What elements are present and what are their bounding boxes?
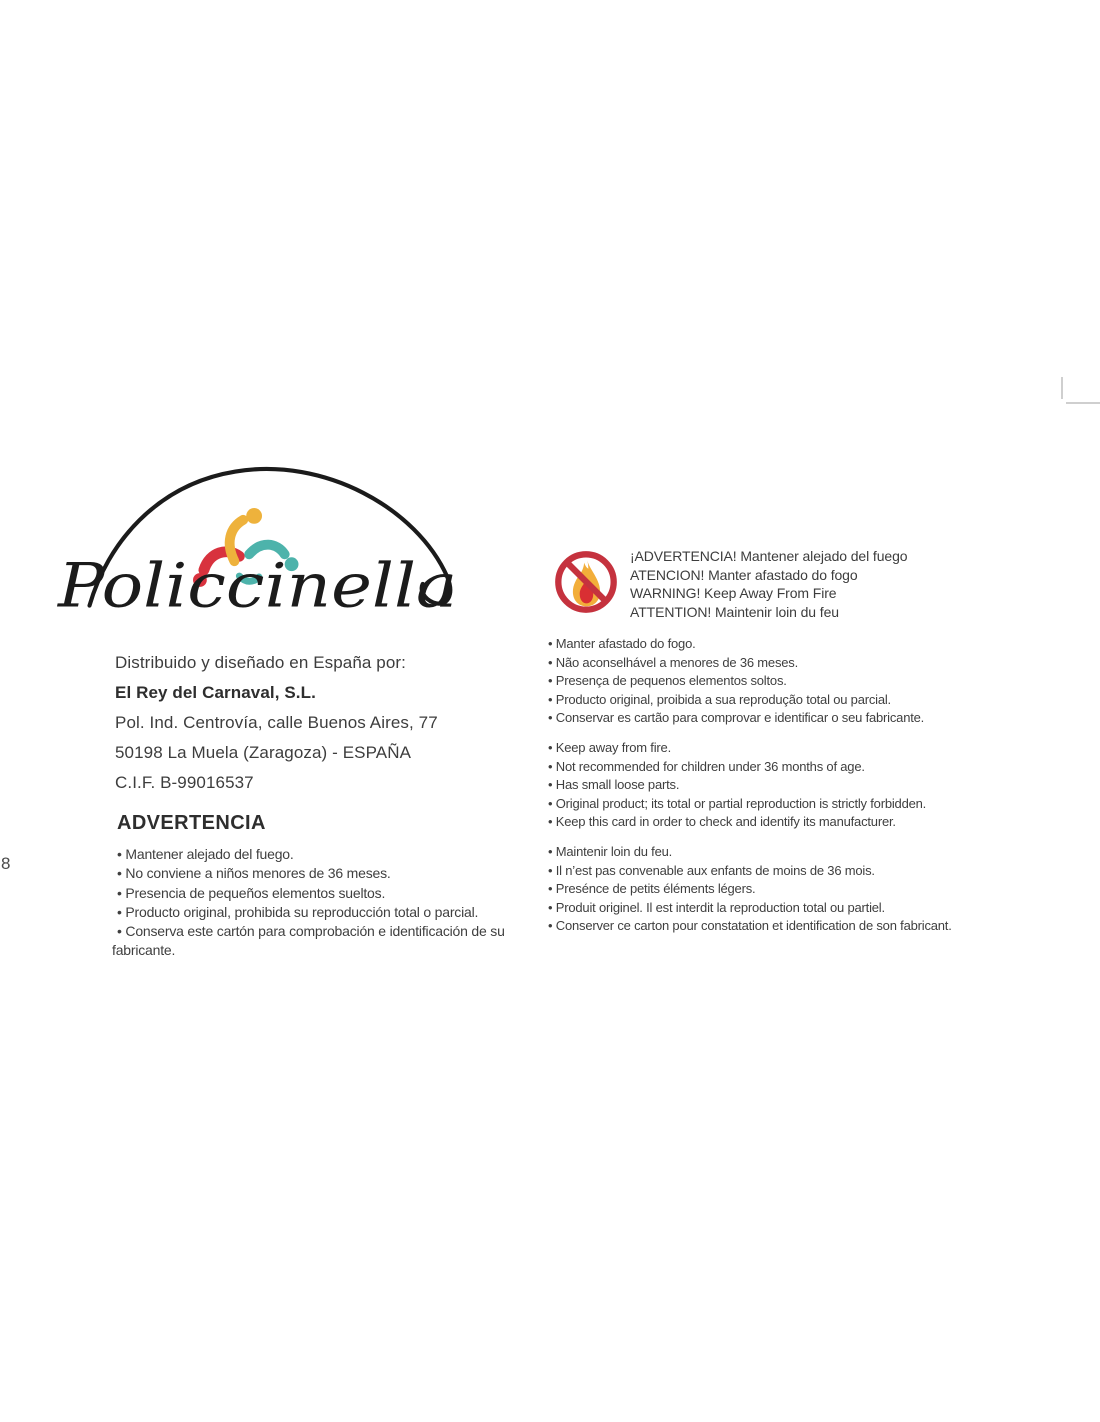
warning-pt-item: • Conservar es cartão para comprovar e identificar o seu fabricante. bbox=[536, 709, 996, 728]
warning-es-item: • Conserva este cartón para comprobación e identificación de su fabricante. bbox=[112, 922, 527, 961]
headline-pt: ATENCION! Manter afastado do fogo bbox=[630, 566, 858, 583]
warning-list-en bbox=[536, 739, 1021, 832]
headline-fr: ATTENTION! Maintenir loin du feu bbox=[630, 603, 839, 620]
policcinella-logo bbox=[56, 456, 470, 630]
warning-headline bbox=[630, 547, 907, 621]
warning-es-item: • Producto original, prohibida su reproducción total o parcial. bbox=[112, 903, 527, 922]
crop-mark-vertical bbox=[1061, 377, 1063, 399]
warning-pt-item: • Producto original, proibida a sua reprodução total ou parcial. bbox=[536, 691, 996, 710]
warning-list-pt bbox=[536, 635, 996, 728]
warning-list-es bbox=[112, 845, 527, 961]
no-fire-icon bbox=[552, 548, 620, 616]
warning-en-item: • Original product; its total or partial reproduction is strictly forbidden. bbox=[536, 795, 1021, 814]
warning-fr-item: • Maintenir loin du feu. bbox=[536, 843, 961, 862]
distributor-cif: C.I.F. B-99016537 bbox=[115, 773, 254, 792]
distributor-block bbox=[115, 648, 438, 798]
page-number: 8 bbox=[1, 854, 11, 873]
warning-es-item: • Mantener alejado del fuego. bbox=[112, 845, 527, 864]
distributor-intro: Distribuido y diseñado en España por: bbox=[115, 653, 406, 672]
warning-en-item: • Not recommended for children under 36 months of age. bbox=[536, 758, 1021, 777]
warning-fr-item: • Presénce de petits éléments légers. bbox=[536, 880, 961, 899]
warning-en-item: • Has small loose parts. bbox=[536, 776, 1021, 795]
logo-wordmark: Policcinella bbox=[56, 550, 458, 622]
warning-es-item: • Presencia de pequeños elementos sueltos. bbox=[112, 884, 527, 903]
warning-pt-item: • Não aconselhável a menores de 36 meses. bbox=[536, 654, 996, 673]
warning-en-item: • Keep this card in order to check and identify its manufacturer. bbox=[536, 813, 1021, 832]
headline-es: ¡ADVERTENCIA! Mantener alejado del fuego bbox=[630, 548, 908, 564]
warning-list-fr bbox=[536, 843, 961, 936]
warning-fr-item: • Produit originel. Il est interdit la reproduction total ou partiel. bbox=[536, 899, 961, 918]
warning-en-item: • Keep away from fire. bbox=[536, 739, 1021, 758]
crop-mark-horizontal bbox=[1066, 402, 1100, 404]
warning-pt-item: • Manter afastado do fogo. bbox=[536, 635, 996, 654]
distributor-address-street: Pol. Ind. Centrovía, calle Buenos Aires, 77 bbox=[115, 713, 438, 732]
distributor-company: El Rey del Carnaval, S.L. bbox=[115, 683, 316, 702]
warning-pt-item: • Presença de pequenos elementos soltos. bbox=[536, 672, 996, 691]
warning-es-item: • No conviene a niños menores de 36 meses. bbox=[112, 864, 527, 883]
headline-en: WARNING! Keep Away From Fire bbox=[630, 585, 837, 601]
advertencia-title: ADVERTENCIA bbox=[117, 812, 266, 834]
warning-fr-item: • Conserver ce carton pour constatation et identification de son fabricant. bbox=[536, 917, 961, 936]
warning-fr-item: • Il n’est pas convenable aux enfants de moins de 36 mois. bbox=[536, 862, 961, 881]
distributor-address-city: 50198 La Muela (Zaragoza) - ESPAÑA bbox=[115, 743, 412, 762]
